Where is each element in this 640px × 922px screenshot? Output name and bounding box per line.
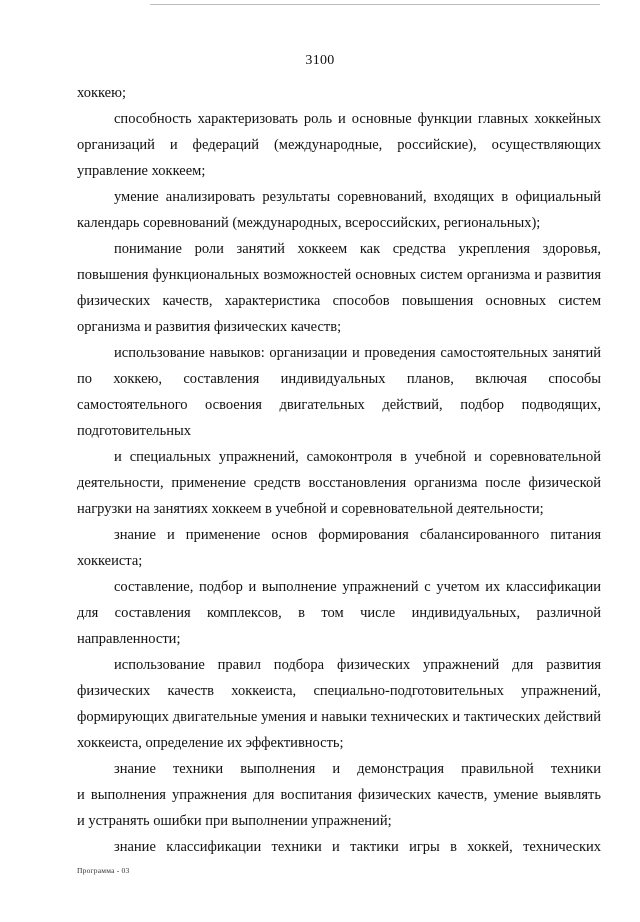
text-line: составление, подбор и выполнение упражнений с учетом их классификации xyxy=(114,579,601,595)
text-line: самостоятельного освоения двигательных действий, подбор подводящих, xyxy=(77,397,601,413)
text-line: организаций и федераций (международные, российские), осуществляющих xyxy=(77,137,601,153)
text-line: знание техники выполнения и демонстрация правильной техники xyxy=(114,761,601,777)
page-number: 3100 xyxy=(305,53,335,68)
text-line: хоккеиста, определение их эффективность; xyxy=(77,735,344,751)
text-line: знание и применение основ формирования сбалансированного питания xyxy=(114,527,601,543)
text-line: нагрузки на занятиях хоккеем в учебной и соревновательной деятельности; xyxy=(77,501,544,517)
text-line: способность характеризовать роль и основные функции главных хоккейных xyxy=(114,111,601,127)
text-line: понимание роли занятий хоккеем как средства укрепления здоровья, xyxy=(114,241,601,257)
document-body-text xyxy=(77,80,601,860)
footer-program-label: Программа - 03 xyxy=(77,866,130,875)
text-line: и устранять ошибки при выполнении упражнений; xyxy=(77,813,392,829)
text-line: физических качеств, характеристика способов повышения основных систем xyxy=(77,293,601,309)
text-line: по хоккею, составления индивидуальных планов, включая способы xyxy=(77,371,601,387)
text-line: повышения функциональных возможностей основных систем организма и развития xyxy=(77,267,601,283)
text-line: подготовительных xyxy=(77,423,191,439)
text-line: и специальных упражнений, самоконтроля в учебной и соревновательной xyxy=(114,449,601,465)
text-line: физических качеств хоккеиста, специально-подготовительных упражнений, xyxy=(77,683,601,699)
text-line: умение анализировать результаты соревнований, входящих в официальный xyxy=(114,189,601,205)
top-scan-edge-line xyxy=(150,4,600,5)
text-line: и выполнения упражнения для воспитания физических качеств, умение выявлять xyxy=(77,787,601,803)
text-line: деятельности, применение средств восстановления организма после физической xyxy=(77,475,601,491)
text-line: хоккею; xyxy=(77,85,126,101)
text-line: использование навыков: организации и проведения самостоятельных занятий xyxy=(114,345,601,361)
text-line: организма и развития физических качеств; xyxy=(77,319,342,335)
text-line: использование правил подбора физических упражнений для развития xyxy=(114,657,601,673)
text-line: календарь соревнований (международных, всероссийских, региональных); xyxy=(77,215,541,231)
text-line: знание классификации техники и тактики игры в хоккей, технических xyxy=(114,839,601,855)
text-line: хоккеиста; xyxy=(77,553,143,569)
text-line: для составления комплексов, в том числе индивидуальных, различной xyxy=(77,605,601,621)
text-line: направленности; xyxy=(77,631,181,647)
text-line: управление хоккеем; xyxy=(77,163,206,179)
text-line: формирующих двигательные умения и навыки технических и тактических действий xyxy=(77,709,601,725)
